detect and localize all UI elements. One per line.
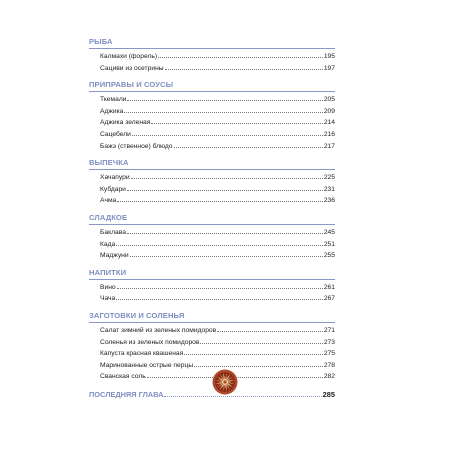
entry-page-number: 251 bbox=[323, 240, 335, 248]
toc-section bbox=[89, 213, 335, 262]
dot-leader bbox=[127, 100, 322, 101]
entry-page-number: 217 bbox=[323, 142, 335, 150]
entry-title: Хачапури bbox=[100, 174, 130, 182]
toc-entry[interactable] bbox=[89, 129, 335, 141]
section-rule bbox=[89, 322, 335, 323]
dot-leader bbox=[117, 288, 323, 289]
toc-entry[interactable] bbox=[89, 227, 335, 239]
entry-title: Сацебели bbox=[100, 130, 131, 138]
toc-section bbox=[89, 158, 335, 207]
section-rule bbox=[89, 224, 335, 225]
toc-entry[interactable] bbox=[89, 117, 335, 129]
entry-page-number: 231 bbox=[323, 185, 335, 193]
entry-title: Сациви из осетрины bbox=[100, 64, 164, 72]
dot-leader bbox=[116, 299, 323, 300]
dot-leader bbox=[164, 396, 321, 397]
entry-title: Ачма bbox=[100, 197, 117, 205]
entry-page-number: 216 bbox=[323, 130, 335, 138]
final-chapter-page: 285 bbox=[322, 389, 335, 399]
entry-page-number: 245 bbox=[323, 228, 335, 236]
dot-leader bbox=[200, 343, 322, 344]
entry-title: Чача bbox=[100, 295, 116, 303]
entry-page-number: 236 bbox=[323, 197, 335, 205]
dot-leader bbox=[132, 135, 323, 136]
entry-title: Соленья из зеленых помидоров bbox=[100, 338, 200, 346]
toc-entry[interactable] bbox=[89, 250, 335, 262]
toc-section bbox=[89, 37, 335, 74]
entry-page-number: 197 bbox=[323, 64, 335, 72]
dot-leader bbox=[184, 354, 323, 355]
section-rule bbox=[89, 91, 335, 92]
dot-leader bbox=[174, 147, 323, 148]
final-chapter-title: ПОСЛЕДНЯЯ ГЛАВА bbox=[89, 389, 164, 399]
toc-entry[interactable] bbox=[89, 337, 335, 349]
entry-page-number: 214 bbox=[323, 119, 335, 127]
entry-page-number: 278 bbox=[323, 361, 335, 369]
section-title: РЫБА bbox=[89, 37, 113, 46]
entry-page-number: 267 bbox=[323, 295, 335, 303]
section-title: СЛАДКОЕ bbox=[89, 212, 128, 222]
toc-entry[interactable] bbox=[89, 106, 335, 118]
entry-title: Када bbox=[100, 240, 116, 248]
entry-title: Вино bbox=[100, 283, 116, 291]
entry-title: Аджика bbox=[100, 107, 124, 115]
dot-leader bbox=[127, 190, 323, 191]
entry-page-number: 205 bbox=[323, 96, 335, 104]
entry-title: Маджуни bbox=[100, 252, 129, 260]
table-of-contents bbox=[89, 37, 335, 400]
entry-page-number: 275 bbox=[323, 350, 335, 358]
entry-page-number: 209 bbox=[323, 107, 335, 115]
entry-page-number: 273 bbox=[323, 338, 335, 346]
toc-entry[interactable] bbox=[89, 141, 335, 153]
toc-section bbox=[89, 80, 335, 152]
entry-page-number: 255 bbox=[323, 252, 335, 260]
entry-title: Капуста красная квашеная bbox=[100, 350, 184, 358]
entry-title: Бажэ (ственное) блюдо bbox=[100, 142, 173, 150]
section-rule bbox=[89, 279, 335, 280]
dot-leader bbox=[127, 233, 323, 234]
dot-leader bbox=[117, 201, 323, 202]
toc-entry[interactable] bbox=[89, 293, 335, 305]
toc-entry[interactable] bbox=[89, 239, 335, 251]
entry-title: Сванская соль bbox=[100, 373, 146, 381]
toc-entry[interactable] bbox=[89, 63, 335, 75]
dot-leader bbox=[165, 69, 323, 70]
sun-ornament-icon bbox=[212, 369, 238, 395]
section-rule bbox=[89, 169, 335, 170]
entry-page-number: 225 bbox=[323, 174, 335, 182]
entry-title: Салат зимний из зеленых помидоров bbox=[100, 326, 217, 334]
section-rule bbox=[89, 48, 335, 49]
dot-leader bbox=[131, 178, 323, 179]
entry-title: Кубдари bbox=[100, 185, 126, 193]
dot-leader bbox=[130, 256, 323, 257]
entry-page-number: 195 bbox=[323, 53, 335, 60]
dot-leader bbox=[116, 245, 323, 246]
dot-leader bbox=[194, 366, 323, 367]
entry-title: Баклава bbox=[100, 228, 126, 236]
entry-title: Ткемали bbox=[100, 96, 127, 104]
toc-entry[interactable] bbox=[89, 195, 335, 207]
toc-section bbox=[89, 268, 335, 305]
entry-page-number: 261 bbox=[323, 283, 335, 291]
toc-entry[interactable] bbox=[89, 184, 335, 196]
section-title: ПРИПРАВЫ И СОУСЫ bbox=[89, 80, 174, 90]
section-title: ЗАГОТОВКИ И СОЛЕНЬЯ bbox=[89, 310, 185, 320]
toc-entry[interactable] bbox=[89, 325, 335, 337]
toc-entry[interactable] bbox=[89, 282, 335, 294]
dot-leader bbox=[124, 112, 322, 113]
dot-leader bbox=[217, 331, 323, 332]
dot-leader bbox=[151, 123, 322, 124]
entry-page-number: 271 bbox=[323, 326, 335, 334]
toc-entry[interactable] bbox=[89, 51, 335, 63]
entry-title: Аджика зеленая bbox=[100, 119, 151, 127]
entry-title: Маринованные острые перцы bbox=[100, 361, 194, 369]
dot-leader bbox=[158, 57, 323, 58]
section-title: НАПИТКИ bbox=[89, 267, 127, 277]
entry-page-number: 282 bbox=[323, 373, 335, 381]
toc-entry[interactable] bbox=[89, 94, 335, 106]
toc-entry[interactable] bbox=[89, 348, 335, 360]
section-title: ВЫПЕЧКА bbox=[89, 158, 129, 168]
entry-title: Калмахи (форель) bbox=[100, 53, 158, 60]
toc-entry[interactable] bbox=[89, 172, 335, 184]
